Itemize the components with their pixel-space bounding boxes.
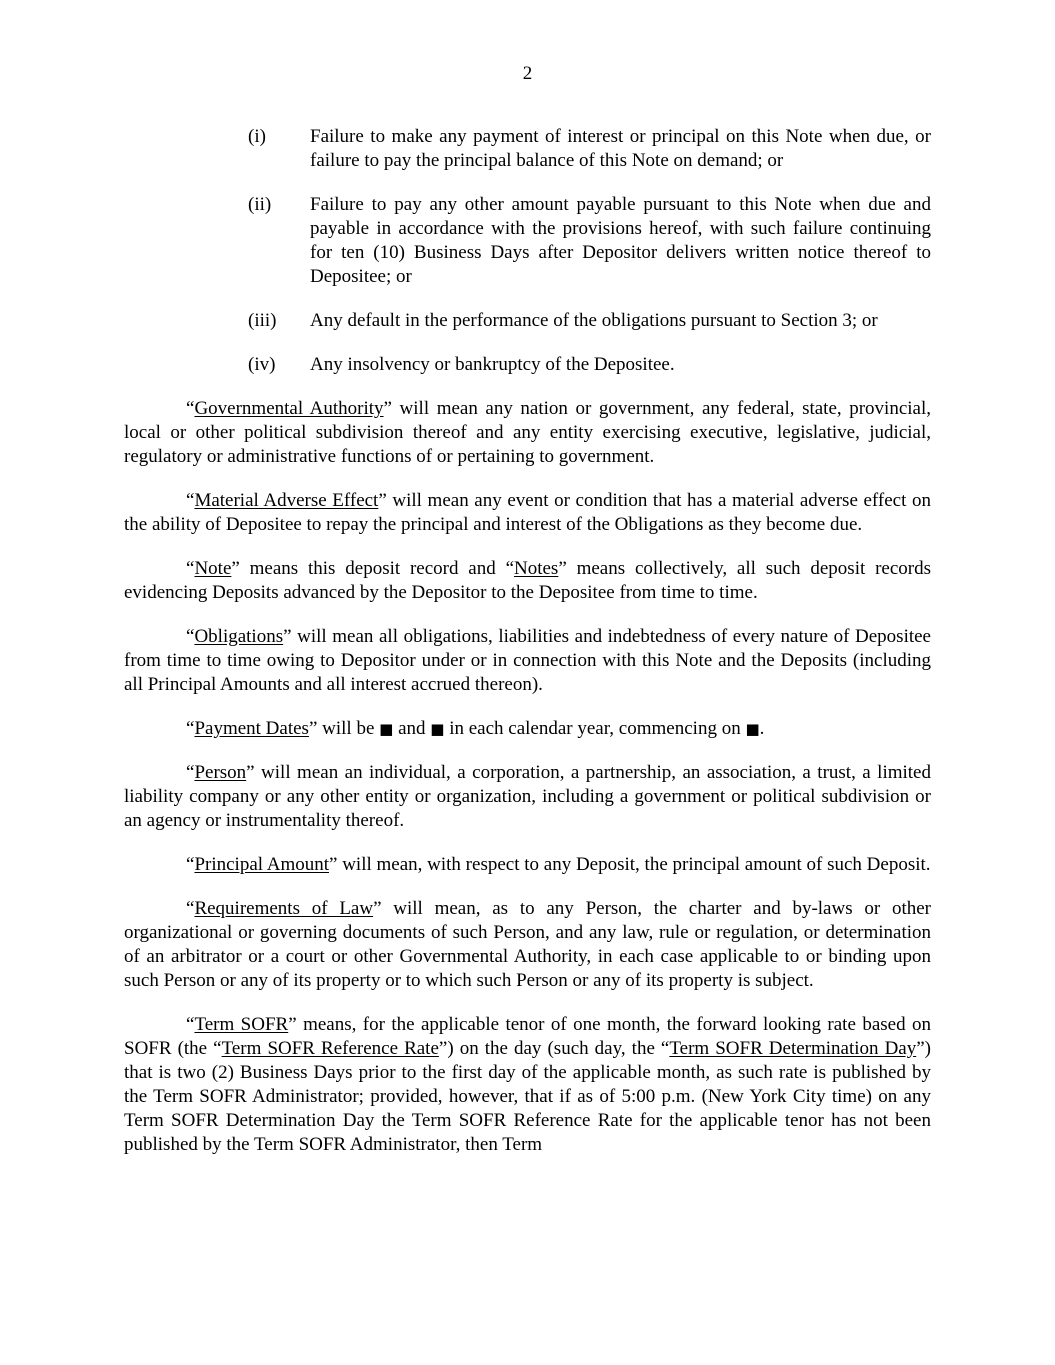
definition-text: ”) that is two (2) Business Days prior to the first day of the applicable month, as such rate is published by the Term SOFR Administrator; provided, however, that if as of 5:00 p.m. (New York City time) on any Term SOFR Determination Day the Term SOFR Reference Rate for the applicable tenor has not been published by the Term SOFR Administrator, then Term xyxy=(124,1038,931,1155)
list-item-text: Any insolvency or bankruptcy of the Depositee. xyxy=(310,354,675,375)
page-number: 2 xyxy=(522,63,533,84)
defined-term: Requirements of Law xyxy=(194,898,374,919)
defined-term: Term SOFR xyxy=(194,1014,289,1035)
definition-text: ” will mean any event or condition that has a material adverse effect on the ability of Depositee to repay the principal and interest of the Obligations as they become due. xyxy=(124,490,931,535)
list-item xyxy=(124,125,931,173)
defined-term: Principal Amount xyxy=(194,854,330,875)
definition-material-adverse-effect xyxy=(124,489,931,537)
definition-term-sofr xyxy=(124,1013,931,1157)
definition-governmental-authority xyxy=(124,397,931,469)
list-item-number: (ii) xyxy=(248,194,272,215)
definition-text: . xyxy=(759,718,765,739)
definition-text: ” means collectively, all such deposit records evidencing Deposits advanced by the Depositor to the Depositee from time to time. xyxy=(124,558,931,603)
definition-note xyxy=(124,557,931,605)
defined-term: Governmental Authority xyxy=(194,398,384,419)
open-quote: “ xyxy=(186,558,195,579)
defined-term: Notes xyxy=(514,558,559,579)
definition-text: ” will mean, with respect to any Deposit, the principal amount of such Deposit. xyxy=(329,854,931,875)
list-item xyxy=(124,193,931,289)
definition-text: ”) on the day (such day, the “ xyxy=(438,1038,670,1059)
list-item xyxy=(124,353,931,377)
defined-term: Payment Dates xyxy=(194,718,309,739)
open-quote: “ xyxy=(186,762,195,783)
list-item-number: (iii) xyxy=(248,310,277,331)
definition-text: ” will be xyxy=(308,718,380,739)
defined-term: Obligations xyxy=(194,626,284,647)
blank-placeholder: ■ xyxy=(745,720,760,738)
open-quote: “ xyxy=(186,718,195,739)
open-quote: “ xyxy=(186,490,195,511)
definition-text: ” will mean any nation or government, any federal, state, provincial, local or other political subdivision thereof and any entity exercising executive, legislative, judicial, regulatory or administrative functions of or pertaining to government. xyxy=(124,398,931,467)
document-body xyxy=(124,125,931,1177)
list-item xyxy=(124,309,931,333)
defined-term: Material Adverse Effect xyxy=(194,490,379,511)
definition-text: ” will mean an individual, a corporation, a partnership, an association, a trust, a limited liability company or any other entity or organization, including a government or political subdivision or an agency or instrumentality thereof. xyxy=(124,762,931,831)
definition-text: ” will mean all obligations, liabilities and indebtedness of every nature of Depositee from time to time owing to Depositor under or in connection with this Note and the Deposits (including all Principal Amounts and all interest accrued thereon). xyxy=(124,626,931,695)
open-quote: “ xyxy=(186,1014,195,1035)
definition-requirements-of-law xyxy=(124,897,931,993)
defined-term: Term SOFR Determination Day xyxy=(669,1038,917,1059)
open-quote: “ xyxy=(186,898,195,919)
definition-principal-amount xyxy=(124,853,931,877)
defined-term: Note xyxy=(194,558,232,579)
definition-text: ” means this deposit record and “ xyxy=(231,558,514,579)
definition-payment-dates xyxy=(124,717,931,741)
definition-obligations xyxy=(124,625,931,697)
definition-text: ” means, for the applicable tenor of one month, the forward looking rate based on SOFR (the “ xyxy=(124,1014,931,1059)
defined-term: Person xyxy=(194,762,247,783)
list-item-text: Any default in the performance of the obligations pursuant to Section 3; or xyxy=(310,310,878,331)
blank-placeholder: ■ xyxy=(379,720,394,738)
blank-placeholder: ■ xyxy=(430,720,445,738)
definition-text: ” will mean, as to any Person, the charter and by-laws or other organizational or governing documents of such Person, and any law, rule or regulation, or determination of an arbitrator or a court or other Governmental Authority, in each case applicable to or binding upon such Person or any of its property or to which such Person or any of its property is subject. xyxy=(124,898,931,991)
open-quote: “ xyxy=(186,398,195,419)
list-item-number: (iv) xyxy=(248,354,276,375)
open-quote: “ xyxy=(186,626,195,647)
open-quote: “ xyxy=(186,854,195,875)
list-item-text: Failure to make any payment of interest or principal on this Note when due, or failure to pay the principal balance of this Note on demand; or xyxy=(310,126,931,171)
list-item-text: Failure to pay any other amount payable pursuant to this Note when due and payable in accordance with the provisions hereof, with such failure continuing for ten (10) Business Days after Depositor delivers written notice thereof to Depositee; or xyxy=(310,194,931,287)
definition-text: in each calendar year, commencing on xyxy=(444,718,746,739)
list-item-number: (i) xyxy=(248,126,266,147)
definition-text: and xyxy=(393,718,431,739)
defined-term: Term SOFR Reference Rate xyxy=(221,1038,439,1059)
definition-person xyxy=(124,761,931,833)
